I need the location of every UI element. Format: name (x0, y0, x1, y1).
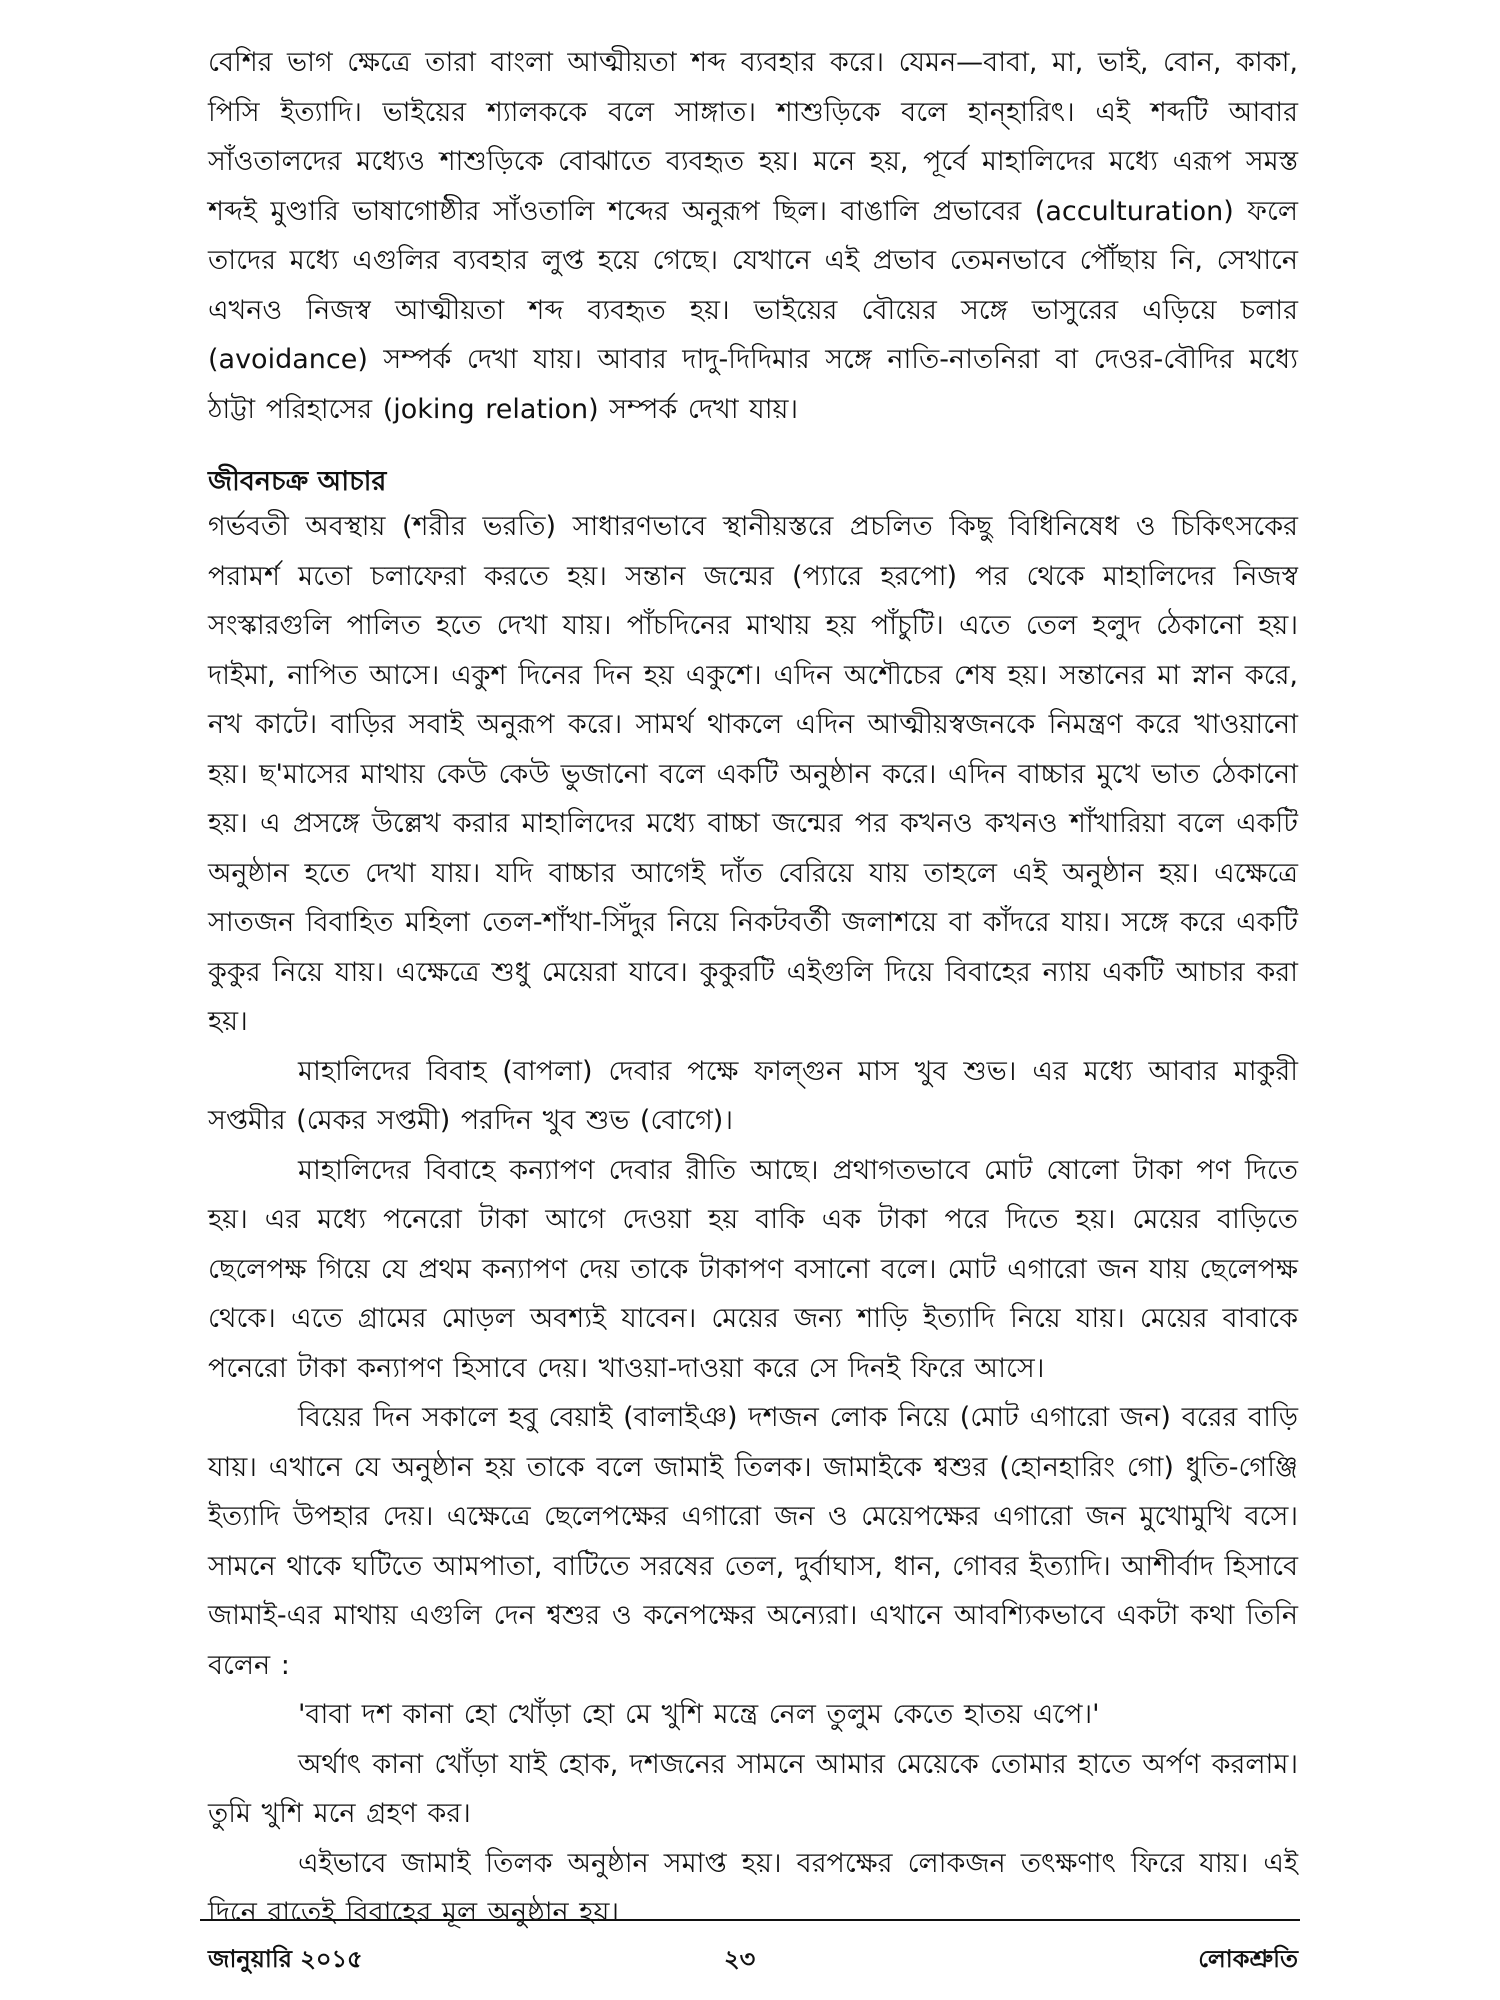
publication-name: লোকশ্রুতি (1198, 1945, 1298, 1973)
life-cycle-section (208, 502, 1298, 1938)
footer-divider (200, 1919, 1300, 1921)
section-heading: জীবনচক্র আচার (208, 466, 387, 497)
closing-paragraph: এইভাবে জামাই তিলক অনুষ্ঠান সমাপ্ত হয়। বরপক্ষের লোকজন তৎক্ষণাৎ ফিরে যায়। এই দিনে রাতেই বিবাহের মূল অনুষ্ঠান হয়। (208, 1847, 1298, 1928)
section-paragraph: গর্ভবতী অবস্থায় (শরীর ভরতি) সাধারণভাবে স্থানীয়স্তরে প্রচলিত কিছু বিধিনিষেধ ও চিকিৎসকের পরামর্শ মতো চলাফেরা করতে হয়। সন্তান জন্মের (প্যারে হরপো) পর থেকে মাহালিদের নিজস্ব সংস্কারগুলি পালিত হতে দেখা যায়। পাঁচদিনের মাথায় হয় পাঁচুটি। এতে তেল হলুদ ঠেকানো হয়। দাইমা, নাপিত আসে। একুশ দিনের দিন হয় একুশে। এদিন অশৌচের শেষ হয়। সন্তানের মা স্নান করে, নখ কাটে। বাড়ির সবাই অনুরূপ করে। সামর্থ থাকলে এদিন আত্মীয়স্বজনকে নিমন্ত্রণ করে খাওয়ানো হয়। ছ'মাসের মাথায় কেউ কেউ ভুজানো বলে একটি অনুষ্ঠান করে। এদিন বাচ্চার মুখে ভাত ঠেকানো হয়। এ প্রসঙ্গে উল্লেখ করার মাহালিদের মধ্যে বাচ্চা জন্মের পর কখনও কখনও শাঁখারিয়া বলে একটি অনুষ্ঠান হতে দেখা যায়। যদি বাচ্চার আগেই দাঁত বেরিয়ে যায় তাহলে এই অনুষ্ঠান হয়। এক্ষেত্রে সাতজন বিবাহিত মহিলা তেল-শাঁখা-সিঁদুর নিয়ে নিকটবর্তী জলাশয়ে বা কাঁদরে যায়। সঙ্গে করে একটি কুকুর নিয়ে যায়। এক্ষেত্রে শুধু মেয়েরা যাবে। কুকুরটি এইগুলি দিয়ে বিবাহের ন্যায় একটি আচার করা হয়। (208, 511, 1298, 1037)
footer-date: জানুয়ারি ২০১৫ (208, 1945, 363, 1973)
section-paragraph: বিয়ের দিন সকালে হবু বেয়াই (বালাইঞ) দশজন লোক নিয়ে (মোট এগারো জন) বরের বাড়ি যায়। এখানে যে অনুষ্ঠান হয় তাকে বলে জামাই তিলক। জামাইকে শ্বশুর (হোনহারিং গো) ধুতি-গেঞ্জি ইত্যাদি উপহার দেয়। এক্ষেত্রে ছেলেপক্ষের এগারো জন ও মেয়েপক্ষের এগারো জন মুখোমুখি বসে। সামনে থাকে ঘটিতে আমপাতা, বাটিতে সরষের তেল, দুর্বাঘাস, ধান, গোবর ইত্যাদি। আশীর্বাদ হিসাবে জামাই-এর মাথায় এগুলি দেন শ্বশুর ও কনেপক্ষের অন্যেরা। এখানে আবশ্যিকভাবে একটা কথা তিনি বলেন : (208, 1402, 1298, 1681)
quoted-verse: 'বাবা দশ কানা হো খোঁড়া হো মে খুশি মন্ত্রে নেল তুলুম কেতে হাতয় এপে।' (298, 1699, 1100, 1730)
section-paragraph: মাহালিদের বিবাহ (বাপলা) দেবার পক্ষে ফাল্গুন মাস খুব শুভ। এর মধ্যে আবার মাকুরী সপ্তমীর (মেকর সপ্তমী) পরদিন খুব শুভ (বোগে)। (208, 1055, 1298, 1136)
intro-section (208, 38, 1298, 434)
closing-paragraph: অর্থাৎ কানা খোঁড়া যাই হোক, দশজনের সামনে আমার মেয়েকে তোমার হাতে অর্পণ করলাম। তুমি খুশি মনে গ্রহণ কর। (208, 1748, 1298, 1829)
page-number: ২৩ (724, 1945, 756, 1973)
intro-paragraph: বেশির ভাগ ক্ষেত্রে তারা বাংলা আত্মীয়তা শব্দ ব্যবহার করে। যেমন—বাবা, মা, ভাই, বোন, কাকা, পিসি ইত্যাদি। ভাইয়ের শ্যালককে বলে সাঙ্গাত। শাশুড়িকে বলে হান্‌হারিৎ। এই শব্দটি আবার সাঁওতালদের মধ্যেও শাশুড়িকে বোঝাতে ব্যবহৃত হয়। মনে হয়, পূর্বে মাহালিদের মধ্যে এরূপ সমস্ত শব্দই মুণ্ডারি ভাষাগোষ্ঠীর সাঁওতালি শব্দের অনুরূপ ছিল। বাঙালি প্রভাবের (acculturation) ফলে তাদের মধ্যে এগুলির ব্যবহার লুপ্ত হয়ে গেছে। যেখানে এই প্রভাব তেমনভাবে পৌঁছায় নি, সেখানে এখনও নিজস্ব আত্মীয়তা শব্দ ব্যবহৃত হয়। ভাইয়ের বৌয়ের সঙ্গে ভাসুরের এড়িয়ে চলার (avoidance) সম্পর্ক দেখা যায়। আবার দাদু-দিদিমার সঙ্গে নাতি-নাতনিরা বা দেওর-বৌদির মধ্যে ঠাট্টা পরিহাসের (joking relation) সম্পর্ক দেখা যায়। (208, 47, 1298, 425)
section-paragraph: মাহালিদের বিবাহে কন্যাপণ দেবার রীতি আছে। প্রথাগতভাবে মোট ষোলো টাকা পণ দিতে হয়। এর মধ্যে পনেরো টাকা আগে দেওয়া হয় বাকি এক টাকা পরে দিতে হয়। মেয়ের বাড়িতে ছেলেপক্ষ গিয়ে যে প্রথম কন্যাপণ দেয় তাকে টাকাপণ বসানো বলে। মোট এগারো জন যায় ছেলেপক্ষ থেকে। এতে গ্রামের মোড়ল অবশ্যই যাবেন। মেয়ের জন্য শাড়ি ইত্যাদি নিয়ে যায়। মেয়ের বাবাকে পনেরো টাকা কন্যাপণ হিসাবে দেয়। খাওয়া-দাওয়া করে সে দিনই ফিরে আসে। (208, 1154, 1298, 1384)
